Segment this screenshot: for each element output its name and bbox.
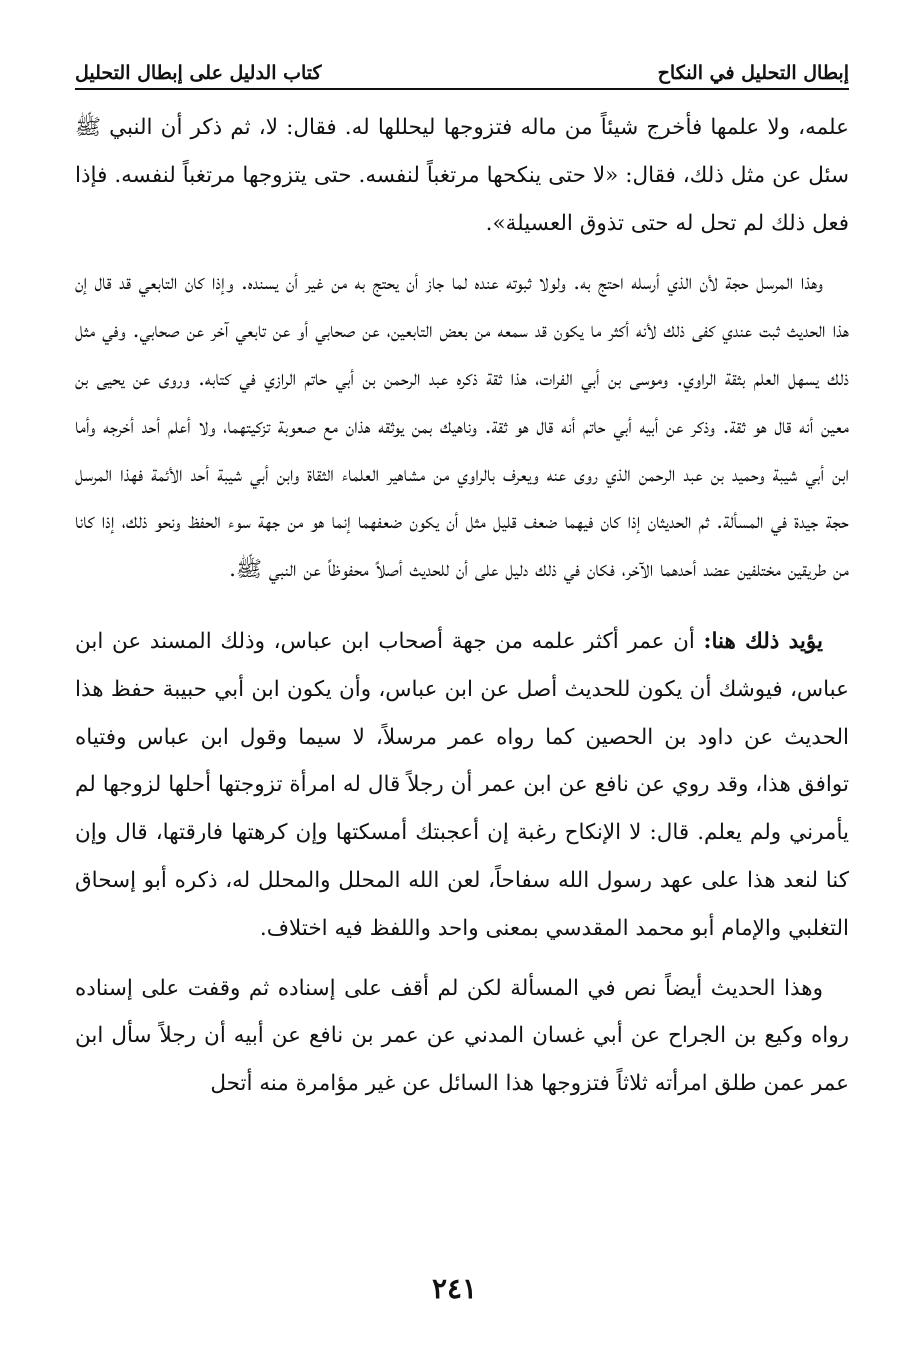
header-divider: [75, 88, 849, 90]
running-header: [75, 44, 849, 84]
page-number: ٢٤١: [431, 1272, 478, 1305]
paragraph-1: علمه، ولا علمها فأخرج شيئاً من ماله فتزوجها ليحللها له. فقال: لا، ثم ذكر أن النبي ﷺ سئل عن مثل ذلك، فقال: «لا حتى ينكحها مرتغباً لنفسه. حتى يتزوجها مرتغباً لنفسه. فإذا فعل ذلك لم تحل له حتى تذوق العسيلة».: [75, 115, 849, 236]
paragraph-spacer: [75, 594, 849, 618]
paragraph-4: وهذا الحديث أيضاً نص في المسألة لكن لم أقف على إسناده ثم وقفت على إسناده رواه وكيع بن الجراح عن أبي غسان المدني عن عمر بن نافع عن أبيه أن رجلاً سأل ابن عمر عمن طلق امرأته ثلاثاً فتزوجها هذا السائل عن غير مؤامرة منه أتحل: [75, 975, 849, 1097]
paragraph-spacer: [75, 247, 849, 259]
paragraph-3-lead: يؤيد ذلك هنا:: [703, 628, 823, 654]
header-chapter-title: إبطال التحليل في النكاح: [657, 62, 849, 84]
main-text: [75, 104, 849, 1108]
paragraph-3: [75, 618, 849, 953]
header-book-title: كتاب الدليل على إبطال التحليل: [75, 62, 322, 84]
paragraph-3-text: أن عمر أكثر علمه من جهة أصحاب ابن عباس، وذلك المسند عن ابن عباس، فيوشك أن يكون للحديث أصل عن ابن عباس، وأن يكون ابن أبي حبيبة حفظ هذا الحديث عن داود بن الحصين كما رواه عمر مرسلاً، لا سيما وقول ابن عباس وفتياه توافق هذا، وقد روي عن نافع عن ابن عمر أن رجلاً قال له امرأة تزوجتها أحلها لزوجها لم يأمرني ولم يعلم. قال: لا الإنكاح رغبة إن أعجبتك أمسكتها وإن كرهتها فارقتها، قال وإن كنا لنعد هذا على عهد رسول الله سفاحاً، لعن الله المحلل والمحلل له، ذكره أبو إسحاق التغلبي والإمام أبو محمد المقدسي بمعنى واحد واللفظ فيه اختلاف.: [75, 628, 849, 941]
paragraph-spacer: [75, 953, 849, 965]
paragraph-2: وهذا المرسل حجة لأن الذي أرسله احتج به. ولولا ثبوته عنده لما جاز أن يحتج به من غير أن يسنده. وإذا كان التابعي قد قال إن هذا الحديث ثبت عندي كفى ذلك لأنه أكثر ما يكون قد سمعه من بعض التابعين، عن صحابي أو عن تابعي آخر عن صحابي. وفي مثل ذلك يسهل العلم بثقة الراوي. وموسى بن أبي الفرات، هذا ثقة ذكره عبد الرحمن بن أبي حاتم الرازي في كتابه. وروى عن يحيى بن معين أنه قال هو ثقة. وذكر عن أبيه أبي حاتم أنه قال هو ثقة. وناهيك بمن يوثقه هذان مع صعوبة تزكيتهما، ولا أعلم أحد أخرجه وأما ابن أبي شيبة وحميد بن عبد الرحمن الذي روى عنه ويعرف بالراوي من مشاهير العلماء الثقاة وابن أبي شيبة أحد الأئمة فهذا المرسل حجة جيدة في المسألة. ثم الحديثان إذا كان فيهما ضعف قليل مثل أن يكون ضعفهما إنما هو من جهة سوء الحفظ ونحو ذلك، إذا كانا من طريقين مختلفين عضد أحدهما الآخر، فكان في ذلك دليل على أن للحديث أصلاً محفوظاً عن النبي ﷺ.: [75, 270, 849, 583]
